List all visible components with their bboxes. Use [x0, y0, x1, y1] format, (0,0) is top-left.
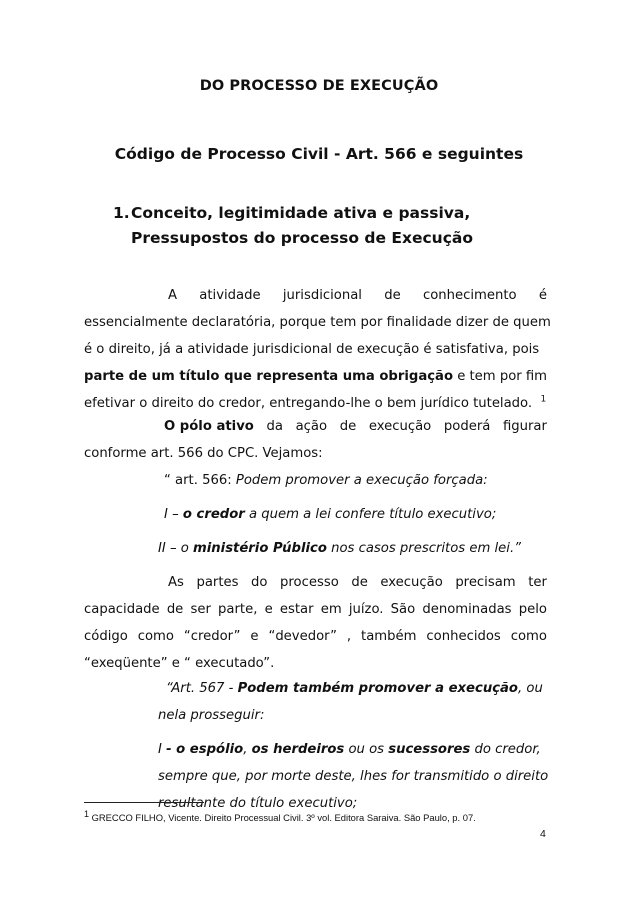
word: denominadas: [422, 602, 512, 617]
word: ser: [190, 602, 211, 617]
word: capacidade: [84, 602, 160, 617]
italic-run: Podem promover a execução forçada:: [235, 473, 488, 488]
page-number: 4: [540, 828, 546, 840]
word: execução: [380, 575, 443, 590]
word: pelo: [518, 602, 547, 617]
paragraph-1-line-2: essencialmente declaratória, porque tem por finalidade dizer de quem: [84, 315, 551, 330]
word: ter: [528, 575, 547, 590]
bold-italic-run: - o espólio: [166, 742, 244, 757]
italic-run: I: [158, 742, 167, 757]
word: e: [250, 629, 259, 644]
word: como: [137, 629, 174, 644]
quote-2-line-4: [158, 763, 547, 790]
footnote-separator: [84, 802, 204, 803]
word: jurisdicional: [282, 288, 362, 303]
footnote-ref[interactable]: 1: [540, 394, 547, 405]
word: partes: [196, 575, 239, 590]
italic-run: do credor,: [470, 742, 541, 757]
heading-number: 1.: [113, 204, 130, 222]
word: como: [510, 629, 547, 644]
text-run: efetivar o direito do credor, entregando-lhe o bem jurídico tutelado.: [84, 396, 533, 411]
quote-2-line-2: [158, 702, 547, 729]
word: execução: [368, 419, 432, 434]
quote-2-line-3: [158, 736, 547, 763]
paragraph-3-line-4: “exeqüente” e “ executado”.: [84, 656, 275, 671]
word: “credor”: [183, 629, 241, 644]
word: ,: [346, 629, 352, 644]
word: conhecidos: [426, 629, 501, 644]
word: A: [168, 288, 178, 303]
italic-run: a quem a lei confere título executivo;: [244, 507, 497, 522]
word: precisam: [455, 575, 516, 590]
word: As: [168, 575, 184, 590]
footnote: [84, 808, 476, 823]
footnote-text: GRECCO FILHO, Vicente. Direito Processual Civil. 3º vol. Editora Saraiva. São Paulo, p. 07.: [89, 812, 476, 823]
bold-phrase: parte de um título que representa uma obrigação: [84, 369, 453, 384]
quote-1-line-3: [158, 541, 521, 556]
text-run: e tem por fim: [453, 369, 548, 384]
italic-run: ou os: [344, 742, 389, 757]
italic-run: nos casos prescritos em lei.”: [326, 541, 521, 556]
word: é: [538, 288, 547, 303]
paragraph-1-line-4: [84, 363, 547, 390]
bold-italic-run: sucessores: [388, 742, 471, 757]
italic-run: ,: [243, 742, 252, 757]
heading-line-2: Pressupostos do processo de Execução: [131, 229, 473, 247]
paragraph-3-line-1: [84, 569, 547, 596]
word: e: [264, 602, 273, 617]
word: de: [384, 288, 401, 303]
heading-line-1: Conceito, legitimidade ativa e passiva,: [131, 204, 471, 222]
paragraph-3-line-2: [84, 596, 547, 623]
word: figurar: [502, 419, 547, 434]
word: estar: [279, 602, 314, 617]
word: ação: [295, 419, 328, 434]
paragraph-2: [84, 413, 547, 467]
italic-run: nela prosseguir:: [158, 708, 265, 723]
italic-run: resultante do título executivo;: [158, 796, 358, 811]
italic-run: I –: [164, 507, 183, 522]
word: do: [251, 575, 268, 590]
word: São: [390, 602, 416, 617]
word: juízo.: [348, 602, 384, 617]
bold-italic-run: ministério Público: [193, 541, 327, 556]
word: atividade: [199, 288, 261, 303]
paragraph-1-line-3: é o direito, já a atividade jurisdicional de execução é satisfativa, pois: [84, 342, 540, 357]
word: de: [351, 575, 368, 590]
word: de: [166, 602, 184, 617]
word: da: [266, 419, 283, 434]
text-run: “ art. 566:: [164, 473, 236, 488]
word: conhecimento: [422, 288, 517, 303]
italic-run: “Art. 567 -: [166, 681, 238, 696]
italic-run: II – o: [158, 541, 194, 556]
word: também: [361, 629, 417, 644]
word: parte,: [218, 602, 258, 617]
word: “devedor”: [268, 629, 337, 644]
quote-1-line-1: [164, 473, 488, 488]
page-subtitle: Código de Processo Civil - Art. 566 e seguintes: [114, 145, 524, 163]
bold-italic-run: Podem também promover a execução: [237, 681, 518, 696]
quote-1-line-2: [164, 507, 496, 522]
word: de: [339, 419, 357, 434]
bold-italic-run: os herdeiros: [251, 742, 345, 757]
word: em: [320, 602, 342, 617]
quote-2: [158, 675, 547, 817]
paragraph-3: [84, 569, 547, 677]
paragraph-1: [84, 282, 551, 417]
paragraph-3-line-3: [84, 623, 547, 650]
word: código: [84, 629, 128, 644]
word: poderá: [443, 419, 491, 434]
page-title: DO PROCESSO DE EXECUÇÃO: [199, 78, 439, 94]
word: processo: [280, 575, 339, 590]
bold-italic-run: o credor: [182, 507, 245, 522]
bold-phrase: O pólo ativo: [164, 419, 254, 434]
paragraph-1-line-1: [84, 282, 547, 309]
italic-run: sempre que, por morte deste, lhes for transmitido o direito: [158, 769, 549, 784]
paragraph-2-line-2: conforme art. 566 do CPC. Vejamos:: [84, 446, 323, 461]
quote-2-line-1: [158, 675, 547, 702]
italic-run: , ou: [518, 681, 543, 696]
footnote-number: 1: [84, 808, 90, 819]
paragraph-2-line-1: [84, 413, 547, 440]
